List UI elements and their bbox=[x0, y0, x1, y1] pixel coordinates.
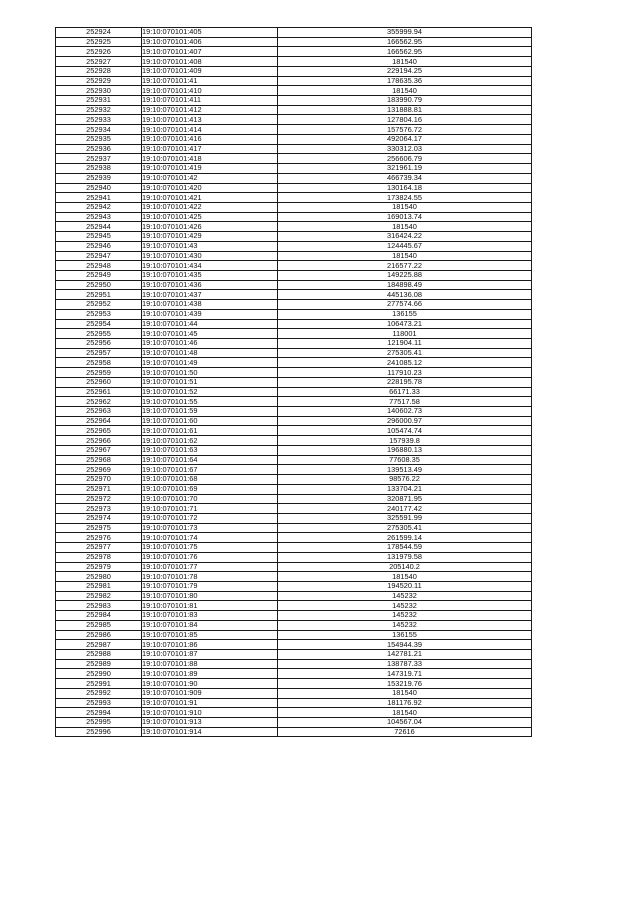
cadastral-number-cell: 19:10:070101:430 bbox=[142, 251, 278, 261]
value-cell: 142781.21 bbox=[278, 650, 532, 660]
table-row bbox=[56, 504, 532, 514]
table-row bbox=[56, 280, 532, 290]
table-row bbox=[56, 718, 532, 728]
value-cell: 169013.74 bbox=[278, 212, 532, 222]
cadastral-number-cell: 19:10:070101:79 bbox=[142, 581, 278, 591]
table-row bbox=[56, 57, 532, 67]
table-row bbox=[56, 679, 532, 689]
row-number-cell: 252958 bbox=[56, 358, 142, 368]
row-number-cell: 252968 bbox=[56, 455, 142, 465]
table-row bbox=[56, 300, 532, 310]
value-cell: 181540 bbox=[278, 688, 532, 698]
row-number-cell: 252931 bbox=[56, 96, 142, 106]
table-row bbox=[56, 455, 532, 465]
value-cell: 466739.34 bbox=[278, 173, 532, 183]
row-number-cell: 252935 bbox=[56, 134, 142, 144]
row-number-cell: 252973 bbox=[56, 504, 142, 514]
row-number-cell: 252995 bbox=[56, 718, 142, 728]
cadastral-number-cell: 19:10:070101:50 bbox=[142, 368, 278, 378]
value-cell: 321961.19 bbox=[278, 164, 532, 174]
cadastral-number-cell: 19:10:070101:86 bbox=[142, 640, 278, 650]
table-row bbox=[56, 533, 532, 543]
table-row bbox=[56, 688, 532, 698]
cadastral-number-cell: 19:10:070101:73 bbox=[142, 523, 278, 533]
table-row bbox=[56, 66, 532, 76]
value-cell: 325591.99 bbox=[278, 513, 532, 523]
row-number-cell: 252963 bbox=[56, 407, 142, 417]
table-row bbox=[56, 144, 532, 154]
value-cell: 194520.11 bbox=[278, 581, 532, 591]
cadastral-number-cell: 19:10:070101:83 bbox=[142, 611, 278, 621]
table-row bbox=[56, 368, 532, 378]
row-number-cell: 252980 bbox=[56, 572, 142, 582]
table-row bbox=[56, 572, 532, 582]
row-number-cell: 252960 bbox=[56, 377, 142, 387]
row-number-cell: 252977 bbox=[56, 543, 142, 553]
cadastral-number-cell: 19:10:070101:69 bbox=[142, 484, 278, 494]
row-number-cell: 252959 bbox=[56, 368, 142, 378]
value-cell: 106473.21 bbox=[278, 319, 532, 329]
value-cell: 196880.13 bbox=[278, 445, 532, 455]
cadastral-number-cell: 19:10:070101:59 bbox=[142, 407, 278, 417]
row-number-cell: 252928 bbox=[56, 66, 142, 76]
table-row bbox=[56, 154, 532, 164]
row-number-cell: 252951 bbox=[56, 290, 142, 300]
value-cell: 355999.94 bbox=[278, 28, 532, 38]
value-cell: 145232 bbox=[278, 601, 532, 611]
value-cell: 216577.22 bbox=[278, 261, 532, 271]
cadastral-number-cell: 19:10:070101:74 bbox=[142, 533, 278, 543]
table-row bbox=[56, 407, 532, 417]
table-row bbox=[56, 475, 532, 485]
value-cell: 492064.17 bbox=[278, 134, 532, 144]
cadastral-number-cell: 19:10:070101:416 bbox=[142, 134, 278, 144]
table-row bbox=[56, 76, 532, 86]
table-row bbox=[56, 202, 532, 212]
row-number-cell: 252932 bbox=[56, 105, 142, 115]
value-cell: 157576.72 bbox=[278, 125, 532, 135]
cadastral-number-cell: 19:10:070101:408 bbox=[142, 57, 278, 67]
row-number-cell: 252981 bbox=[56, 581, 142, 591]
value-cell: 181176.92 bbox=[278, 698, 532, 708]
table-row bbox=[56, 212, 532, 222]
value-cell: 241085.12 bbox=[278, 358, 532, 368]
table-row bbox=[56, 640, 532, 650]
row-number-cell: 252970 bbox=[56, 475, 142, 485]
table-row bbox=[56, 630, 532, 640]
row-number-cell: 252952 bbox=[56, 300, 142, 310]
row-number-cell: 252971 bbox=[56, 484, 142, 494]
table-row bbox=[56, 37, 532, 47]
row-number-cell: 252967 bbox=[56, 445, 142, 455]
value-cell: 147319.71 bbox=[278, 669, 532, 679]
cadastral-number-cell: 19:10:070101:429 bbox=[142, 232, 278, 242]
value-cell: 173824.55 bbox=[278, 193, 532, 203]
table-row bbox=[56, 270, 532, 280]
row-number-cell: 252965 bbox=[56, 426, 142, 436]
cadastral-number-cell: 19:10:070101:435 bbox=[142, 270, 278, 280]
table-row bbox=[56, 193, 532, 203]
cadastral-number-cell: 19:10:070101:913 bbox=[142, 718, 278, 728]
row-number-cell: 252954 bbox=[56, 319, 142, 329]
cadastral-number-cell: 19:10:070101:90 bbox=[142, 679, 278, 689]
value-cell: 181540 bbox=[278, 202, 532, 212]
row-number-cell: 252972 bbox=[56, 494, 142, 504]
table-row bbox=[56, 28, 532, 38]
row-number-cell: 252962 bbox=[56, 397, 142, 407]
value-cell: 184898.49 bbox=[278, 280, 532, 290]
table-row bbox=[56, 659, 532, 669]
value-cell: 133704.21 bbox=[278, 484, 532, 494]
value-cell: 183990.79 bbox=[278, 96, 532, 106]
row-number-cell: 252934 bbox=[56, 125, 142, 135]
value-cell: 166562.95 bbox=[278, 47, 532, 57]
cadastral-number-cell: 19:10:070101:78 bbox=[142, 572, 278, 582]
cadastral-number-cell: 19:10:070101:43 bbox=[142, 241, 278, 251]
row-number-cell: 252940 bbox=[56, 183, 142, 193]
value-cell: 181540 bbox=[278, 708, 532, 718]
value-cell: 138787.33 bbox=[278, 659, 532, 669]
row-number-cell: 252961 bbox=[56, 387, 142, 397]
cadastral-number-cell: 19:10:070101:62 bbox=[142, 436, 278, 446]
cadastral-number-cell: 19:10:070101:422 bbox=[142, 202, 278, 212]
row-number-cell: 252929 bbox=[56, 76, 142, 86]
row-number-cell: 252990 bbox=[56, 669, 142, 679]
row-number-cell: 252939 bbox=[56, 173, 142, 183]
value-cell: 261599.14 bbox=[278, 533, 532, 543]
table-row bbox=[56, 669, 532, 679]
value-cell: 153219.76 bbox=[278, 679, 532, 689]
cadastral-number-cell: 19:10:070101:85 bbox=[142, 630, 278, 640]
value-cell: 136155 bbox=[278, 309, 532, 319]
row-number-cell: 252946 bbox=[56, 241, 142, 251]
table-row bbox=[56, 601, 532, 611]
value-cell: 240177.42 bbox=[278, 504, 532, 514]
cadastral-number-cell: 19:10:070101:414 bbox=[142, 125, 278, 135]
row-number-cell: 252941 bbox=[56, 193, 142, 203]
cadastral-number-cell: 19:10:070101:910 bbox=[142, 708, 278, 718]
row-number-cell: 252945 bbox=[56, 232, 142, 242]
value-cell: 145232 bbox=[278, 611, 532, 621]
cadastral-number-cell: 19:10:070101:410 bbox=[142, 86, 278, 96]
cadastral-number-cell: 19:10:070101:49 bbox=[142, 358, 278, 368]
row-number-cell: 252956 bbox=[56, 339, 142, 349]
row-number-cell: 252975 bbox=[56, 523, 142, 533]
row-number-cell: 252948 bbox=[56, 261, 142, 271]
value-cell: 131888.81 bbox=[278, 105, 532, 115]
table-row bbox=[56, 513, 532, 523]
cadastral-number-cell: 19:10:070101:436 bbox=[142, 280, 278, 290]
cadastral-number-cell: 19:10:070101:909 bbox=[142, 688, 278, 698]
row-number-cell: 252944 bbox=[56, 222, 142, 232]
value-cell: 140602.73 bbox=[278, 407, 532, 417]
cadastral-number-cell: 19:10:070101:411 bbox=[142, 96, 278, 106]
cadastral-number-cell: 19:10:070101:51 bbox=[142, 377, 278, 387]
value-cell: 124445.67 bbox=[278, 241, 532, 251]
cadastral-number-cell: 19:10:070101:438 bbox=[142, 300, 278, 310]
value-cell: 296000.97 bbox=[278, 416, 532, 426]
cadastral-number-cell: 19:10:070101:418 bbox=[142, 154, 278, 164]
row-number-cell: 252969 bbox=[56, 465, 142, 475]
table-row bbox=[56, 523, 532, 533]
value-cell: 127804.16 bbox=[278, 115, 532, 125]
table-row bbox=[56, 319, 532, 329]
value-cell: 139513.49 bbox=[278, 465, 532, 475]
table-row bbox=[56, 329, 532, 339]
table-row bbox=[56, 251, 532, 261]
cadastral-number-cell: 19:10:070101:406 bbox=[142, 37, 278, 47]
cadastral-number-cell: 19:10:070101:409 bbox=[142, 66, 278, 76]
table-row bbox=[56, 348, 532, 358]
cadastral-number-cell: 19:10:070101:67 bbox=[142, 465, 278, 475]
cadastral-number-cell: 19:10:070101:437 bbox=[142, 290, 278, 300]
value-cell: 131979.58 bbox=[278, 552, 532, 562]
row-number-cell: 252989 bbox=[56, 659, 142, 669]
table-row bbox=[56, 358, 532, 368]
cadastral-number-cell: 19:10:070101:412 bbox=[142, 105, 278, 115]
value-cell: 181540 bbox=[278, 86, 532, 96]
table-row bbox=[56, 339, 532, 349]
value-cell: 178635.36 bbox=[278, 76, 532, 86]
value-cell: 181540 bbox=[278, 222, 532, 232]
value-cell: 136155 bbox=[278, 630, 532, 640]
cadastral-number-cell: 19:10:070101:70 bbox=[142, 494, 278, 504]
data-table-body bbox=[56, 28, 532, 737]
table-row bbox=[56, 232, 532, 242]
value-cell: 154944.39 bbox=[278, 640, 532, 650]
table-row bbox=[56, 290, 532, 300]
cadastral-number-cell: 19:10:070101:52 bbox=[142, 387, 278, 397]
value-cell: 275305.41 bbox=[278, 523, 532, 533]
cadastral-number-cell: 19:10:070101:41 bbox=[142, 76, 278, 86]
table-row bbox=[56, 261, 532, 271]
table-row bbox=[56, 543, 532, 553]
value-cell: 445136.08 bbox=[278, 290, 532, 300]
row-number-cell: 252936 bbox=[56, 144, 142, 154]
row-number-cell: 252964 bbox=[56, 416, 142, 426]
cadastral-number-cell: 19:10:070101:64 bbox=[142, 455, 278, 465]
value-cell: 205140.2 bbox=[278, 562, 532, 572]
value-cell: 72616 bbox=[278, 727, 532, 737]
row-number-cell: 252976 bbox=[56, 533, 142, 543]
cadastral-number-cell: 19:10:070101:44 bbox=[142, 319, 278, 329]
cadastral-number-cell: 19:10:070101:426 bbox=[142, 222, 278, 232]
row-number-cell: 252957 bbox=[56, 348, 142, 358]
table-row bbox=[56, 484, 532, 494]
value-cell: 256606.79 bbox=[278, 154, 532, 164]
row-number-cell: 252983 bbox=[56, 601, 142, 611]
row-number-cell: 252925 bbox=[56, 37, 142, 47]
value-cell: 229194.25 bbox=[278, 66, 532, 76]
value-cell: 178544.59 bbox=[278, 543, 532, 553]
row-number-cell: 252986 bbox=[56, 630, 142, 640]
row-number-cell: 252943 bbox=[56, 212, 142, 222]
cadastral-number-cell: 19:10:070101:421 bbox=[142, 193, 278, 203]
cadastral-number-cell: 19:10:070101:84 bbox=[142, 620, 278, 630]
cadastral-number-cell: 19:10:070101:89 bbox=[142, 669, 278, 679]
value-cell: 228195.78 bbox=[278, 377, 532, 387]
row-number-cell: 252950 bbox=[56, 280, 142, 290]
row-number-cell: 252926 bbox=[56, 47, 142, 57]
table-row bbox=[56, 494, 532, 504]
table-row bbox=[56, 115, 532, 125]
value-cell: 66171.33 bbox=[278, 387, 532, 397]
table-row bbox=[56, 125, 532, 135]
cadastral-number-cell: 19:10:070101:417 bbox=[142, 144, 278, 154]
cadastral-number-cell: 19:10:070101:48 bbox=[142, 348, 278, 358]
cadastral-number-cell: 19:10:070101:407 bbox=[142, 47, 278, 57]
row-number-cell: 252994 bbox=[56, 708, 142, 718]
row-number-cell: 252966 bbox=[56, 436, 142, 446]
row-number-cell: 252953 bbox=[56, 309, 142, 319]
row-number-cell: 252927 bbox=[56, 57, 142, 67]
table-row bbox=[56, 727, 532, 737]
cadastral-number-cell: 19:10:070101:68 bbox=[142, 475, 278, 485]
table-row bbox=[56, 611, 532, 621]
table-row bbox=[56, 241, 532, 251]
row-number-cell: 252974 bbox=[56, 513, 142, 523]
cadastral-number-cell: 19:10:070101:55 bbox=[142, 397, 278, 407]
value-cell: 181540 bbox=[278, 572, 532, 582]
row-number-cell: 252992 bbox=[56, 688, 142, 698]
row-number-cell: 252938 bbox=[56, 164, 142, 174]
table-row bbox=[56, 183, 532, 193]
value-cell: 121904.11 bbox=[278, 339, 532, 349]
table-row bbox=[56, 445, 532, 455]
table-row bbox=[56, 708, 532, 718]
cadastral-number-cell: 19:10:070101:46 bbox=[142, 339, 278, 349]
table-row bbox=[56, 173, 532, 183]
value-cell: 77608.35 bbox=[278, 455, 532, 465]
cadastral-number-cell: 19:10:070101:439 bbox=[142, 309, 278, 319]
cadastral-number-cell: 19:10:070101:81 bbox=[142, 601, 278, 611]
cadastral-number-cell: 19:10:070101:914 bbox=[142, 727, 278, 737]
row-number-cell: 252924 bbox=[56, 28, 142, 38]
cadastral-number-cell: 19:10:070101:75 bbox=[142, 543, 278, 553]
table-row bbox=[56, 436, 532, 446]
row-number-cell: 252947 bbox=[56, 251, 142, 261]
table-row bbox=[56, 134, 532, 144]
cadastral-number-cell: 19:10:070101:76 bbox=[142, 552, 278, 562]
value-cell: 277574.66 bbox=[278, 300, 532, 310]
row-number-cell: 252988 bbox=[56, 650, 142, 660]
table-row bbox=[56, 581, 532, 591]
row-number-cell: 252984 bbox=[56, 611, 142, 621]
value-cell: 117910.23 bbox=[278, 368, 532, 378]
row-number-cell: 252979 bbox=[56, 562, 142, 572]
cadastral-number-cell: 19:10:070101:425 bbox=[142, 212, 278, 222]
value-cell: 130164.18 bbox=[278, 183, 532, 193]
value-cell: 181540 bbox=[278, 251, 532, 261]
cadastral-number-cell: 19:10:070101:405 bbox=[142, 28, 278, 38]
value-cell: 157939.8 bbox=[278, 436, 532, 446]
table-row bbox=[56, 552, 532, 562]
cadastral-number-cell: 19:10:070101:413 bbox=[142, 115, 278, 125]
value-cell: 330312.03 bbox=[278, 144, 532, 154]
row-number-cell: 252930 bbox=[56, 86, 142, 96]
row-number-cell: 252942 bbox=[56, 202, 142, 212]
table-row bbox=[56, 377, 532, 387]
table-row bbox=[56, 698, 532, 708]
table-row bbox=[56, 86, 532, 96]
cadastral-number-cell: 19:10:070101:42 bbox=[142, 173, 278, 183]
cadastral-number-cell: 19:10:070101:87 bbox=[142, 650, 278, 660]
table-row bbox=[56, 426, 532, 436]
table-row bbox=[56, 164, 532, 174]
table-row bbox=[56, 309, 532, 319]
cadastral-number-cell: 19:10:070101:72 bbox=[142, 513, 278, 523]
row-number-cell: 252985 bbox=[56, 620, 142, 630]
row-number-cell: 252949 bbox=[56, 270, 142, 280]
value-cell: 181540 bbox=[278, 57, 532, 67]
row-number-cell: 252937 bbox=[56, 154, 142, 164]
data-table bbox=[55, 27, 532, 737]
table-row bbox=[56, 465, 532, 475]
cadastral-number-cell: 19:10:070101:63 bbox=[142, 445, 278, 455]
table-row bbox=[56, 620, 532, 630]
cadastral-number-cell: 19:10:070101:45 bbox=[142, 329, 278, 339]
table-row bbox=[56, 222, 532, 232]
table-row bbox=[56, 650, 532, 660]
row-number-cell: 252993 bbox=[56, 698, 142, 708]
table-row bbox=[56, 96, 532, 106]
cadastral-number-cell: 19:10:070101:419 bbox=[142, 164, 278, 174]
row-number-cell: 252978 bbox=[56, 552, 142, 562]
cadastral-number-cell: 19:10:070101:77 bbox=[142, 562, 278, 572]
value-cell: 320871.95 bbox=[278, 494, 532, 504]
table-row bbox=[56, 397, 532, 407]
value-cell: 77517.58 bbox=[278, 397, 532, 407]
row-number-cell: 252955 bbox=[56, 329, 142, 339]
table-row bbox=[56, 591, 532, 601]
value-cell: 149225.88 bbox=[278, 270, 532, 280]
value-cell: 316424.22 bbox=[278, 232, 532, 242]
cadastral-number-cell: 19:10:070101:420 bbox=[142, 183, 278, 193]
value-cell: 98576.22 bbox=[278, 475, 532, 485]
cadastral-number-cell: 19:10:070101:61 bbox=[142, 426, 278, 436]
cadastral-number-cell: 19:10:070101:91 bbox=[142, 698, 278, 708]
table-row bbox=[56, 387, 532, 397]
value-cell: 105474.74 bbox=[278, 426, 532, 436]
value-cell: 166562.95 bbox=[278, 37, 532, 47]
table-row bbox=[56, 47, 532, 57]
cadastral-number-cell: 19:10:070101:80 bbox=[142, 591, 278, 601]
cadastral-number-cell: 19:10:070101:88 bbox=[142, 659, 278, 669]
row-number-cell: 252987 bbox=[56, 640, 142, 650]
table-row bbox=[56, 562, 532, 572]
value-cell: 145232 bbox=[278, 591, 532, 601]
value-cell: 104567.04 bbox=[278, 718, 532, 728]
value-cell: 118001 bbox=[278, 329, 532, 339]
row-number-cell: 252933 bbox=[56, 115, 142, 125]
row-number-cell: 252991 bbox=[56, 679, 142, 689]
cadastral-number-cell: 19:10:070101:71 bbox=[142, 504, 278, 514]
cadastral-number-cell: 19:10:070101:434 bbox=[142, 261, 278, 271]
value-cell: 145232 bbox=[278, 620, 532, 630]
row-number-cell: 252982 bbox=[56, 591, 142, 601]
cadastral-number-cell: 19:10:070101:60 bbox=[142, 416, 278, 426]
row-number-cell: 252996 bbox=[56, 727, 142, 737]
value-cell: 275305.41 bbox=[278, 348, 532, 358]
table-row bbox=[56, 416, 532, 426]
table-row bbox=[56, 105, 532, 115]
